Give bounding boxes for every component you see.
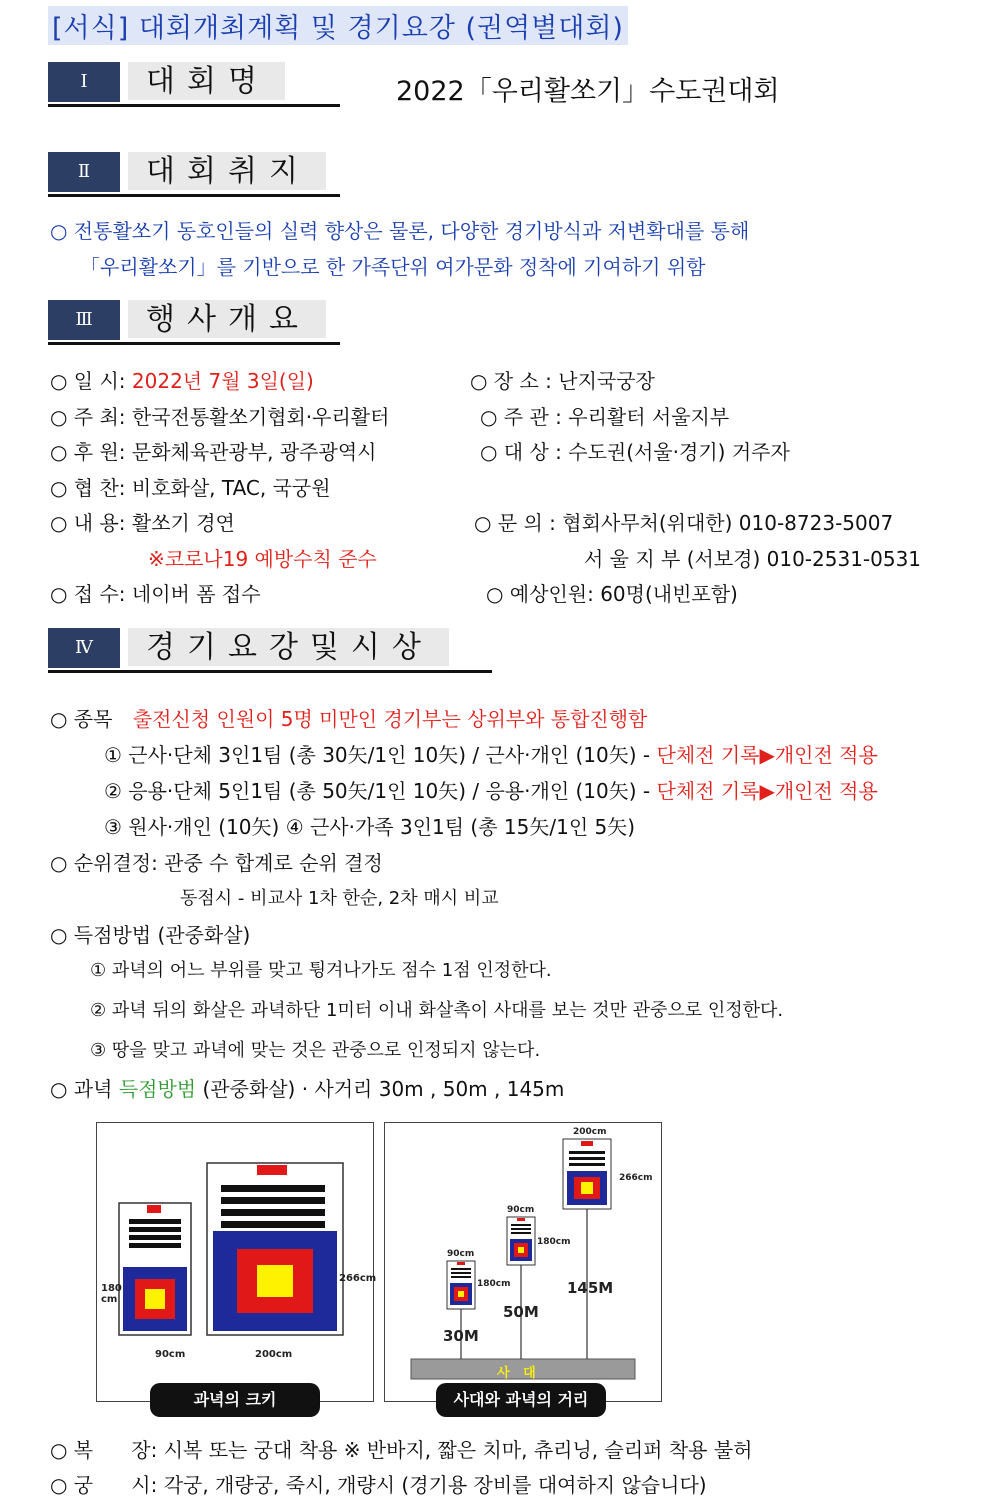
equipment-value: 각궁, 개량궁, 죽시, 개량시 (경기용 장비를 대여하지 않습니다) [163,1473,707,1497]
big-target-yellow [257,1265,293,1297]
sponsor-value: 문화체육관광부, 광주광역시 [131,440,377,464]
content-value: 활쏘기 경연 [131,511,235,535]
place-value: 난지국궁장 [558,369,655,393]
firing-line-label: 사 대 [497,1366,536,1381]
section-label: 대회명 [128,62,285,100]
reception-label: ○ 접 수: [50,582,126,606]
section-label: 대회취지 [128,152,326,190]
target-30m-yellow [458,1291,464,1297]
big-target-width: 200cm [255,1349,293,1360]
overview-sponsor [50,439,376,465]
organizer-value: 우리활터 서울지부 [568,405,730,429]
section-underline [48,670,492,673]
section-label: 행사개요 [128,300,326,338]
attire-rule [50,1437,752,1463]
overview-support [50,475,331,501]
target-size-svg [97,1123,373,1401]
overview-contact [474,510,893,536]
target-50m-stripe [511,1228,531,1230]
expected-value: 60명(내빈포함) [600,582,738,606]
organizer-label: ○ 주 관 : [480,405,562,429]
target-145m-width: 200cm [573,1127,607,1137]
target-50m-height: 180cm [537,1237,571,1247]
overview-organizer [480,404,729,430]
event-1 [104,742,878,768]
target-50m-yellow [518,1247,524,1253]
target-30m-stripe [451,1276,471,1278]
overview-expected [486,581,738,607]
target-distance-svg [385,1123,661,1401]
big-target-flag [257,1165,287,1175]
distance-50m: 50M [503,1303,539,1321]
small-target-stripe [129,1227,181,1232]
score-rule-2: ② 과녁 뒤의 화살은 과녁하단 1미터 이내 화살촉이 사대를 보는 것만 관중으로 인정한다. [90,1000,784,1021]
section-number: Ⅲ [48,300,120,340]
contact-value-1: 협회사무처(위대한) 010-8723-5007 [562,511,894,535]
event-2-text: ② 응용·단체 5인1팀 (총 50矢/1인 10矢) / 응용·개인 (10矢) - [104,779,651,803]
overview-content [50,510,235,536]
small-target-stripe [129,1235,181,1240]
events-header [50,706,647,732]
score-method: ○ 득점방법 (관중화살) [50,923,251,947]
section-underline [48,342,340,345]
event-1-note: 단체전 기록▶개인전 적용 [656,743,878,767]
section-number: Ⅳ [48,628,120,668]
target-label: ○ 대 상 : [480,440,562,464]
target-suffix: (관중화살) · 사거리 30m , 50m , 145m [202,1077,565,1101]
overview-date [50,368,314,394]
contact-label: ○ 문 의 : [474,511,556,535]
target-value: 수도권(서울·경기) 거주자 [568,440,790,464]
target-145m-stripe [569,1151,605,1154]
section-number: Ⅱ [48,152,120,192]
attire-label: ○ 복 장: [50,1438,158,1462]
section-label: 경기요강및시상 [128,628,449,666]
reception-value: 네이버 폼 접수 [131,582,261,606]
target-30m-height: 180cm [477,1279,511,1289]
content-label: ○ 내 용: [50,511,126,535]
overview-host [50,404,389,430]
overview-reception [50,581,261,607]
small-target-stripe [129,1243,181,1248]
score-rule-1: ① 과녁의 어느 부위를 맞고 튕겨나가도 점수 1점 인정한다. [90,960,552,981]
target-50m-width: 90cm [507,1205,535,1215]
target-distance [50,1076,564,1102]
event-2-note: 단체전 기록▶개인전 적용 [656,779,878,803]
event-2 [104,778,878,804]
target-30m-stripe [451,1272,471,1274]
target-50m-stripe [511,1224,531,1226]
target-green: 득점방범 [118,1077,197,1101]
target-50m-stripe [511,1232,531,1234]
section-number: Ⅰ [48,62,120,102]
place-label: ○ 장 소 : [470,369,552,393]
big-target-height: 266cm [339,1273,377,1284]
distance-30m: 30M [443,1327,479,1345]
date-label: ○ 일 시: [50,369,126,393]
section-underline [48,104,340,107]
target-145m-yellow [581,1182,593,1194]
events-label: ○ 종목 [50,707,113,731]
target-50m-flag [517,1218,525,1221]
document-title: [서식] 대회개최계획 및 경기요강 (권역별대회) [48,6,628,45]
small-target-stripe [129,1219,181,1224]
support-label: ○ 협 찬: [50,476,126,500]
overview-target [480,439,790,465]
event-3-4: ③ 원사·개인 (10矢) ④ 근사·가족 3인1팀 (총 15矢/1인 5矢) [104,815,636,839]
support-value: 비호화살, TAC, 국궁원 [131,476,331,500]
rank-tie-rule: 동점시 - 비교사 1차 한순, 2차 매시 비교 [180,888,499,909]
events-note: 출전신청 인원이 5명 미만인 경기부는 상위부와 통합진행함 [132,707,648,731]
target-145m-stripe [569,1163,605,1166]
contact-value-2: 서 울 지 부 (서보경) 010-2531-0531 [584,547,922,571]
small-target-flag [147,1205,161,1213]
event-name: 2022「우리활쏘기」수도권대회 [396,76,780,107]
event-1-text: ① 근사·단체 3인1팀 (총 30矢/1인 10矢) / 근사·개인 (10矢) - [104,743,651,767]
expected-label: ○ 예상인원: [486,582,594,606]
date-value: 2022년 7월 3일(일) [131,369,314,393]
target-145m-flag [581,1141,593,1146]
section-underline [48,194,340,197]
target-145m-stripe [569,1157,605,1160]
target-distance-diagram [384,1122,662,1402]
big-target-stripe [221,1221,325,1228]
target-145m-height: 266cm [619,1173,653,1183]
target-size-caption: 과녁의 크키 [150,1383,320,1417]
purpose-line-2: 「우리활쏘기」를 기반으로 한 가족단위 여가문화 정착에 기여하기 위함 [80,255,706,279]
equipment-label: ○ 궁 시: [50,1473,158,1497]
host-label: ○ 주 최: [50,405,126,429]
small-target-width: 90cm [155,1349,186,1360]
sponsor-label: ○ 후 원: [50,440,126,464]
covid-note: ※코로나19 예방수칙 준수 [148,547,377,571]
overview-place [470,368,655,394]
small-target-height: 180 cm [101,1283,122,1305]
big-target-stripe [221,1185,325,1192]
score-rule-3: ③ 땅을 맞고 과녁에 맞는 것은 관중으로 인정되지 않는다. [90,1040,541,1061]
small-target-yellow [145,1289,165,1309]
attire-value: 시복 또는 궁대 착용 ※ 반바지, 짧은 치마, 츄리닝, 슬리퍼 착용 불허 [163,1438,753,1462]
big-target-stripe [221,1209,325,1216]
rank-rule: ○ 순위결정: 관중 수 합계로 순위 결정 [50,851,383,875]
target-distance-caption: 사대와 과녁의 거리 [436,1383,606,1417]
target-size-diagram [96,1122,377,1402]
target-30m-width: 90cm [447,1249,475,1259]
distance-145m: 145M [567,1279,614,1297]
target-30m-flag [457,1262,465,1265]
purpose-line-1: ○ 전통활쏘기 동호인들의 실력 향상은 물론, 다양한 경기방식과 저변확대를 통해 [50,219,750,243]
equipment-rule [50,1472,707,1498]
target-30m-stripe [451,1268,471,1270]
target-prefix: ○ 과녁 [50,1077,113,1101]
host-value: 한국전통활쏘기협회·우리활터 [131,405,390,429]
big-target-stripe [221,1197,325,1204]
